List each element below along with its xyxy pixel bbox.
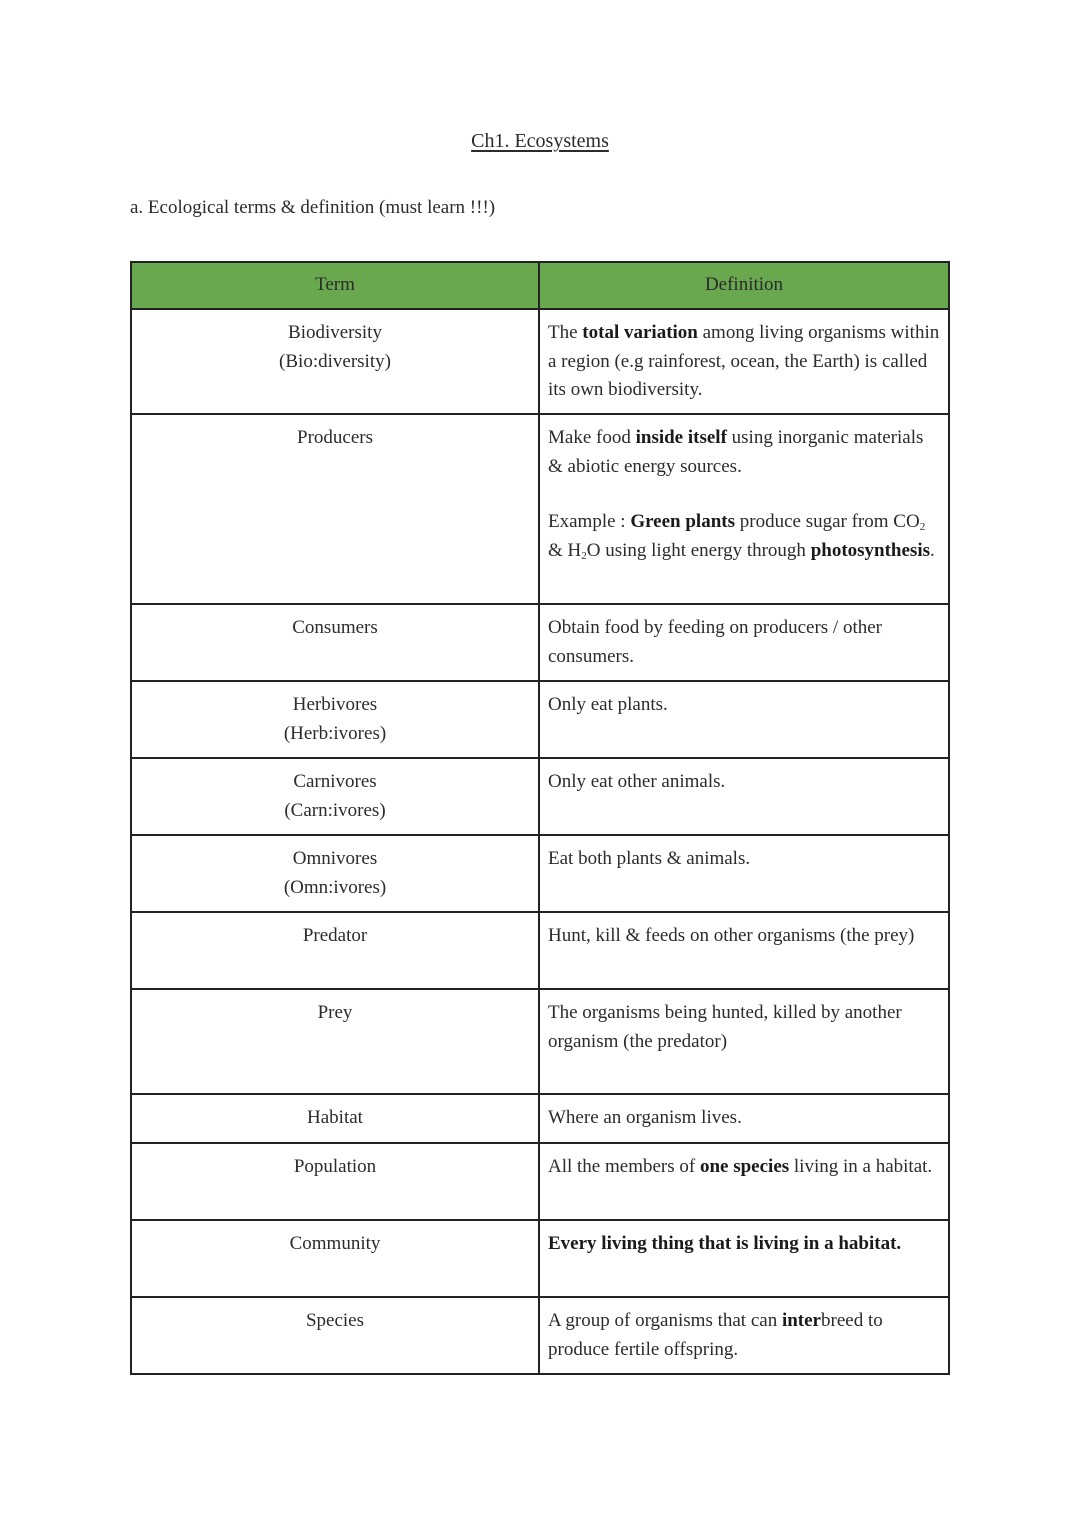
definition-paragraph: [548, 1230, 940, 1259]
definition-paragraph: [548, 768, 940, 797]
term-cell: [131, 912, 539, 989]
term-cell: [131, 414, 539, 604]
terms-table: [130, 261, 950, 1375]
definition-text: Eat both plants & animals.: [548, 848, 751, 869]
term-text: Species: [305, 1310, 365, 1331]
definition-text: Obtain food by feeding on producers / other consumers.: [548, 617, 882, 667]
term-cell: [131, 604, 539, 681]
table-row: [131, 1297, 949, 1374]
definition-bold-text: inside itself: [635, 427, 727, 448]
subscript-text: 2: [581, 549, 587, 562]
term-cell: [131, 1143, 539, 1220]
term-text: Omnivores: [292, 848, 378, 869]
term-cell: [131, 1220, 539, 1297]
definition-cell: [539, 309, 949, 414]
term-cell: [131, 1094, 539, 1143]
table-row: [131, 681, 949, 758]
term-text: Prey: [317, 1002, 353, 1023]
definition-text: Only eat plants.: [548, 694, 668, 715]
term-text: Carnivores: [293, 771, 377, 792]
definition-text: living in a habitat.: [789, 1156, 933, 1177]
table-row: [131, 1143, 949, 1220]
term-cell: [131, 989, 539, 1094]
term-text: Predator: [302, 925, 368, 946]
term-column-header: Term: [131, 262, 539, 309]
term-text: Habitat: [307, 1107, 363, 1128]
term-text: Consumers: [292, 617, 378, 638]
page-title-text: Ch1. Ecosystems: [471, 130, 609, 152]
definition-paragraph: [548, 508, 940, 565]
table-row: [131, 912, 949, 989]
term-text: (Herb:ivores): [283, 722, 387, 744]
definition-paragraph: [548, 1307, 940, 1364]
definition-bold-text: Every living thing that is living in a habitat.: [548, 1233, 902, 1254]
definition-cell: [539, 835, 949, 912]
definition-cell: [539, 604, 949, 681]
definition-text: among living organisms within a region (e.g rainforest, ocean, the Earth) is called its own biodiversity.: [548, 322, 940, 400]
definition-text: Only eat other animals.: [548, 771, 726, 792]
term-text: Producers: [297, 427, 373, 448]
definition-cell: [539, 1220, 949, 1297]
term-text: (Omn:ivores): [283, 876, 387, 898]
definition-paragraph: [548, 1153, 940, 1182]
definition-bold-text: photosynthesis: [810, 539, 931, 561]
definition-cell: [539, 989, 949, 1094]
definition-column-header: Definition: [539, 262, 949, 309]
definition-text: Hunt, kill & feeds on other organisms (the prey): [548, 925, 915, 946]
definition-cell: [539, 1094, 949, 1143]
term-cell: [131, 681, 539, 758]
definition-cell: [539, 1297, 949, 1374]
table-row: [131, 1094, 949, 1143]
term-cell: [131, 309, 539, 414]
definition-text: Make food: [548, 427, 636, 448]
definition-paragraph: [548, 845, 940, 874]
subscript-text: 2: [919, 521, 926, 533]
page-title: [0, 130, 1080, 153]
term-cell: [131, 758, 539, 835]
definition-text: O using light energy through: [586, 539, 811, 561]
definition-text: A group of organisms that can: [548, 1310, 782, 1331]
term-text: (Bio:diversity): [279, 350, 391, 372]
definition-paragraph: [548, 614, 940, 671]
definition-text: produce sugar from CO: [735, 511, 920, 532]
definition-text: using inorganic materials & abiotic energy sources.: [548, 427, 924, 477]
table-row: [131, 1220, 949, 1297]
section-heading: a. Ecological terms & definition (must learn !!!): [130, 197, 496, 218]
term-text: Herbivores: [292, 694, 378, 715]
definition-bold-text: inter: [781, 1310, 821, 1331]
term-text: Biodiversity: [288, 322, 382, 343]
table-row: [131, 758, 949, 835]
term-text: Population: [293, 1156, 377, 1177]
definition-text: breed to produce fertile offspring.: [548, 1310, 883, 1360]
definition-text: .: [930, 539, 935, 561]
definition-bold-text: one species: [699, 1156, 790, 1177]
table-row: [131, 309, 949, 414]
definition-text: The organisms being hunted, killed by another organism (the predator): [548, 1002, 902, 1052]
definition-paragraph: [548, 424, 940, 481]
definition-bold-text: Green plants: [630, 511, 735, 532]
definition-cell: [539, 681, 949, 758]
terms-table-body: [131, 309, 949, 1374]
term-text: (Carn:ivores): [284, 799, 386, 821]
table-row: [131, 414, 949, 604]
term-cell: [131, 835, 539, 912]
table-header-row: [131, 262, 949, 309]
table-row: [131, 989, 949, 1094]
definition-bold-text: total variation: [582, 322, 698, 343]
definition-text: Where an organism lives.: [548, 1107, 742, 1128]
definition-paragraph: [548, 999, 940, 1056]
table-row: [131, 835, 949, 912]
table-row: [131, 604, 949, 681]
definition-paragraph: [548, 1104, 940, 1133]
term-cell: [131, 1297, 539, 1374]
definition-cell: [539, 758, 949, 835]
definition-text: The: [548, 322, 583, 343]
term-text: Community: [289, 1233, 381, 1254]
definition-cell: [539, 912, 949, 989]
definition-paragraph: [548, 922, 940, 951]
definition-paragraph: [548, 691, 940, 720]
definition-cell: [539, 1143, 949, 1220]
definition-text: All the members of: [548, 1156, 700, 1177]
definition-text: Example :: [548, 511, 631, 532]
definition-paragraph: [548, 319, 940, 405]
definition-cell: [539, 414, 949, 604]
definition-text: & H: [548, 539, 582, 561]
